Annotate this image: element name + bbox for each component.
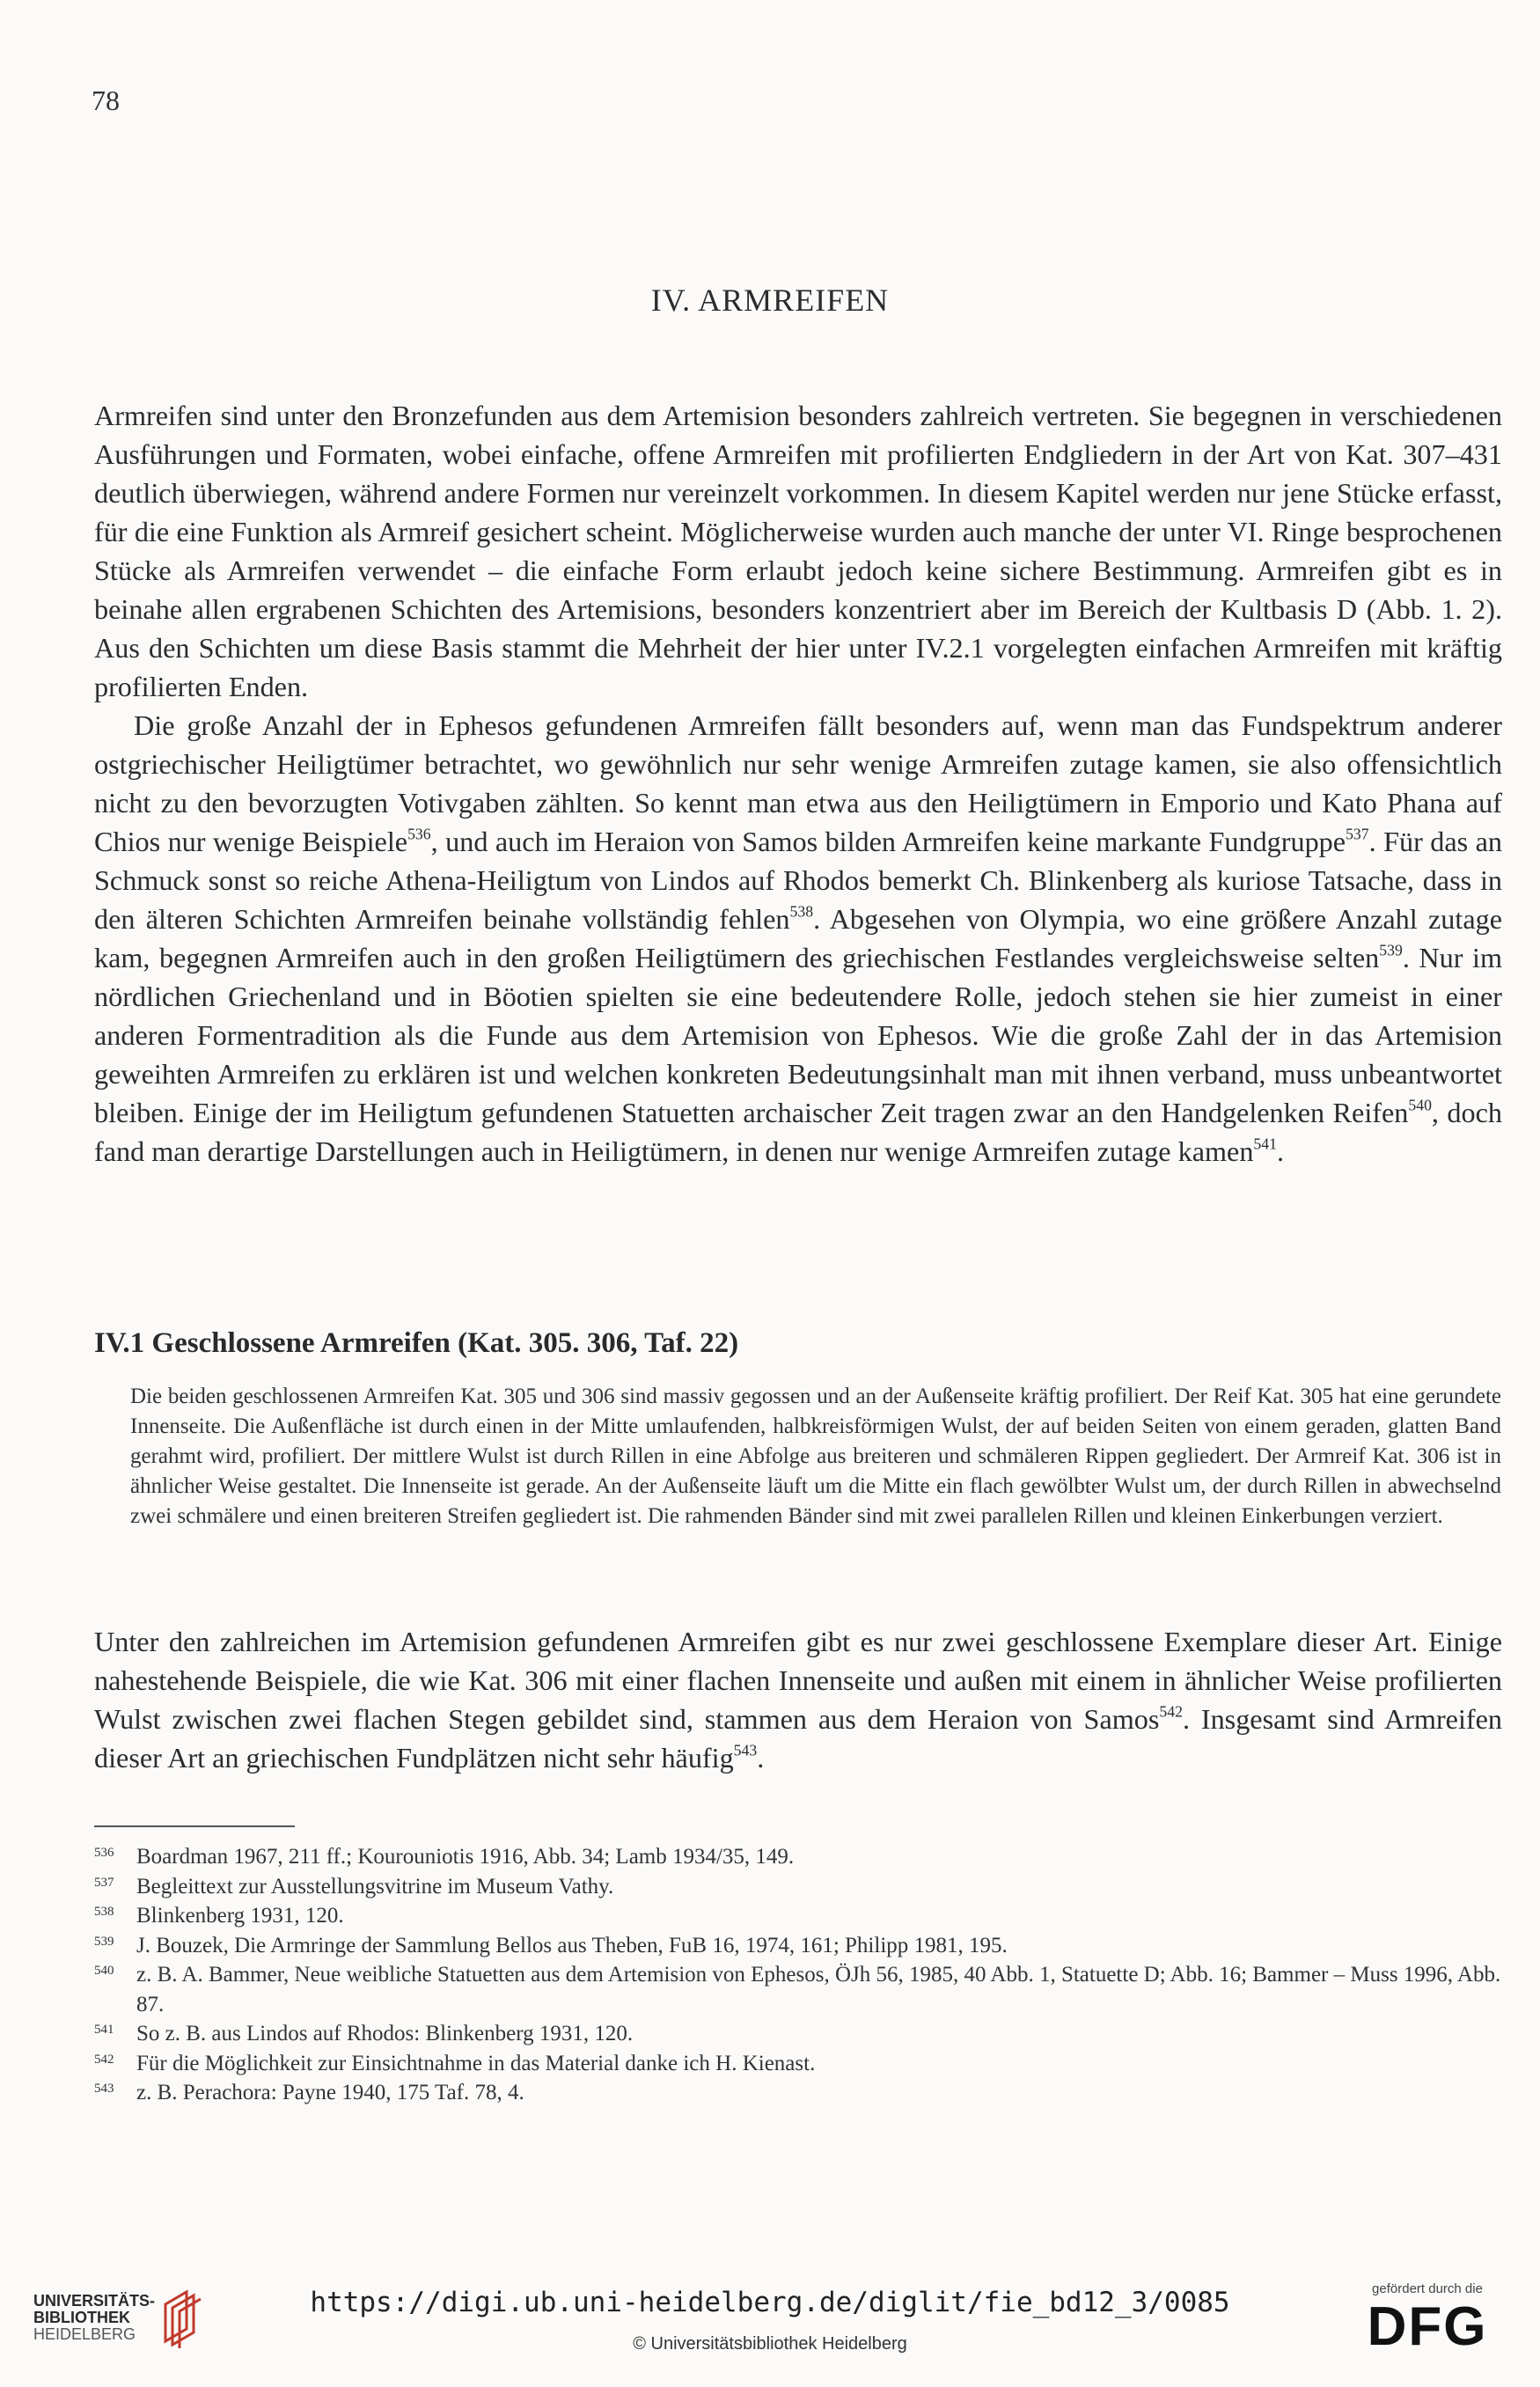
paragraph-1: Armreifen sind unter den Bronzefunden aus dem Artemision besonders zahlreich vertreten. Sie begegnen in verschiedenen Ausführungen und Formaten, wobei einfache, offene Armreifen mit profilierten Endgliedern in der Art von Kat. 307–431 deutlich überwiegen, während andere Formen nur vereinzelt vorkommen. In diesem Kapitel werden nur jene Stücke erfasst, für die eine Funktion als Armreif gesichert scheint. Möglicherweise wurden auch manche der unter VI. Ringe besprochenen Stücke als Armreifen verwendet – die einfache Form erlaubt jedoch keine sichere Bestimmung. Armreifen gibt es in beinahe allen ergrabenen Schichten des Artemisions, besonders konzentriert aber im Bereich der Kultbasis D (Abb. 1. 2). Aus den Schichten um diese Basis stammt die Mehrheit der hier unter IV.2.1 vorgelegten einfachen Armreifen mit kräftig profilierten Enden. [94,400,1502,702]
footnote-ref-539[interactable]: 539 [1379,941,1403,959]
intro-text [94,396,1502,1171]
footnote-number: 536 [94,1846,114,1860]
paragraph-3: Unter den zahlreichen im Artemision gefundenen Armreifen gibt es nur zwei geschlossene Exemplare dieser Art. Einige nahestehende Beispiele, die wie Kat. 306 mit einer flachen Innenseite und außen mit einem in ähnlicher Weise profilierten Wulst zwischen zwei flachen Stegen gebildet sind, stammen aus dem Heraion von Samos$^{542}$. Insgesamt sind Armreifen dieser Art an griechischen Fundplätzen nicht sehr häufig$^{543}$. [94,1626,1502,1774]
footnote [94,2019,1502,2049]
page-number: 78 [92,84,120,116]
footnotes [94,1842,1502,2108]
chapter-title: IV. ARMREIFEN [650,283,890,318]
section-heading: IV.1 Geschlossene Armreifen (Kat. 305. 306, Taf. 22) [94,1327,739,1359]
footnote [94,2049,1502,2079]
footnote-ref-543[interactable]: 543 [733,1741,758,1759]
footnote [94,1901,1502,1931]
footnote-text: z. B. A. Bammer, Neue weibliche Statuetten aus dem Artemision von Ephesos, ÖJh 56, 1985, 40 Abb. 1, Statuette D; Abb. 16; Bammer – Muss 1996, Abb. 87. [136,1963,1501,2016]
footnote-number: 539 [94,1934,114,1949]
footnote-number: 538 [94,1905,114,1919]
footnote-ref-540[interactable]: 540 [1408,1096,1432,1114]
footnote-text: z. B. Perachora: Payne 1940, 175 Taf. 78, 4. [136,2081,524,2104]
footnote-number: 542 [94,2052,114,2067]
catalog-description-text: Die beiden geschlossenen Armreifen Kat. 305 und 306 sind massiv gegossen und an der Außenseite kräftig profiliert. Der Reif Kat. 305 hat eine gerundete Innenseite. Die Außenfläche ist durch einen in der Mitte umlaufenden, halbkreisförmigen Wulst, der auf beiden Seiten von einem geraden, glatten Band gerahmt wird, profiliert. Der mittlere Wulst ist durch Rillen in eine Abfolge aus breiteren und schmäleren Rippen gegliedert. Der Armreif Kat. 306 ist in ähnlicher Weise gestaltet. Die Innenseite ist gerade. An der Außenseite läuft um die Mitte ein flach gewölbter Wulst um, der durch Rillen in abwechselnd zwei schmälere und einen breiteren Streifen gegliedert ist. Die rahmenden Bänder sind mit zwei parallelen Rillen und kleinen Einkerbungen verziert. [130,1384,1501,1528]
footnote-number: 541 [94,2023,114,2037]
catalog-description [130,1382,1501,1531]
copyright-notice: © Universitätsbibliothek Heidelberg [633,2334,907,2354]
footnote [94,1931,1502,1961]
dfg-logo[interactable] [1348,2281,1507,2358]
library-name: UNIVERSITÄTS- BIBLIOTHEK HEIDELBERG [33,2291,156,2343]
footnote-number: 540 [94,1964,114,1978]
footnote [94,2078,1502,2108]
source-url-link[interactable]: https://digi.ub.uni-heidelberg.de/diglit/fie_bd12_3/0085 [310,2287,1230,2318]
footnote-text: Begleittext zur Ausstellungsvitrine im Museum Vathy. [136,1874,614,1899]
footnote [94,1872,1502,1902]
footnote-text: J. Bouzek, Die Armringe der Sammlung Bellos aus Theben, FuB 16, 1974, 161; Philipp 1981, 195. [136,1933,1008,1957]
footnote-text: Boardman 1967, 211 ff.; Kourouniotis 1916, Abb. 34; Lamb 1934/35, 149. [136,1845,795,1869]
footnote-ref-541[interactable]: 541 [1253,1135,1277,1153]
dfg-wordmark: DFG [1367,2296,1488,2357]
footnote-ref-537[interactable]: 537 [1346,825,1369,843]
footnote-number: 537 [94,1875,114,1890]
dfg-caption: gefördert durch die [1372,2281,1483,2296]
footnote [94,1960,1502,2019]
footnote [94,1842,1502,1872]
footnote-text: Blinkenberg 1931, 120. [136,1904,344,1928]
digitization-footer [0,2271,1540,2387]
footnote-ref-542[interactable]: 542 [1159,1702,1183,1721]
footnote-text: So z. B. aus Lindos auf Rhodos: Blinkenberg 1931, 120. [136,2022,634,2045]
closing-text [94,1622,1502,1777]
footnote-ref-536[interactable]: 536 [407,825,431,843]
footnote-divider [94,1825,295,1827]
footnote-text: Für die Möglichkeit zur Einsichtnahme in das Material danke ich H. Kienast. [136,2051,816,2075]
footnote-number: 543 [94,2082,114,2096]
paragraph-2: Die große Anzahl der in Ephesos gefundenen Armreifen fällt besonders auf, wenn man das Fundspektrum anderer ostgriechischer Heiligtümer betrachtet, wo gewöhnlich nur sehr wenige Armreifen zutage kamen, sie also offensichtlich nicht zu den bevorzugten Votivgaben zählten. So kennt man etwa aus den Heiligtümern in Emporio und Kato Phana auf Chios nur wenige Beispiele$^{536}$, und auch im Heraion von Samos bilden Armreifen keine markante Fundgruppe$^{537}$. Für das an Schmuck sonst so reiche Athena-Heiligtum von Lindos auf Rhodos bemerkt Ch. Blinkenberg als kuriose Tatsache, dass in den älteren Schichten Armreifen beinahe vollständig fehlen$^{538}$. Abgesehen von Olympia, wo eine größere Anzahl zutage kam, begegnen Armreifen auch in den großen Heiligtümern des griechischen Festlandes vergleichsweise selten$^{539}$. Nur im nördlichen Griechenland und in Böotien spielten sie eine bedeutendere Rolle, jedoch stehen sie hier zumeist in einer anderen Formentradition als die Funde aus dem Artemision von Ephesos. Wie die große Zahl der in das Artemision geweihten Armreifen zu erklären ist und welchen konkreten Bedeutungsinhalt man mit ihnen verband, muss unbeantwortet bleiben. Einige der im Heiligtum gefundenen Statuetten archaischer Zeit tragen zwar an den Handgelenken Reifen$^{540}$, doch fand man derartige Darstellungen auch in Heiligtümern, in denen nur wenige Armreifen zutage kamen$^{541}$. [94,709,1503,1167]
footnote-ref-538[interactable]: 538 [789,902,814,921]
